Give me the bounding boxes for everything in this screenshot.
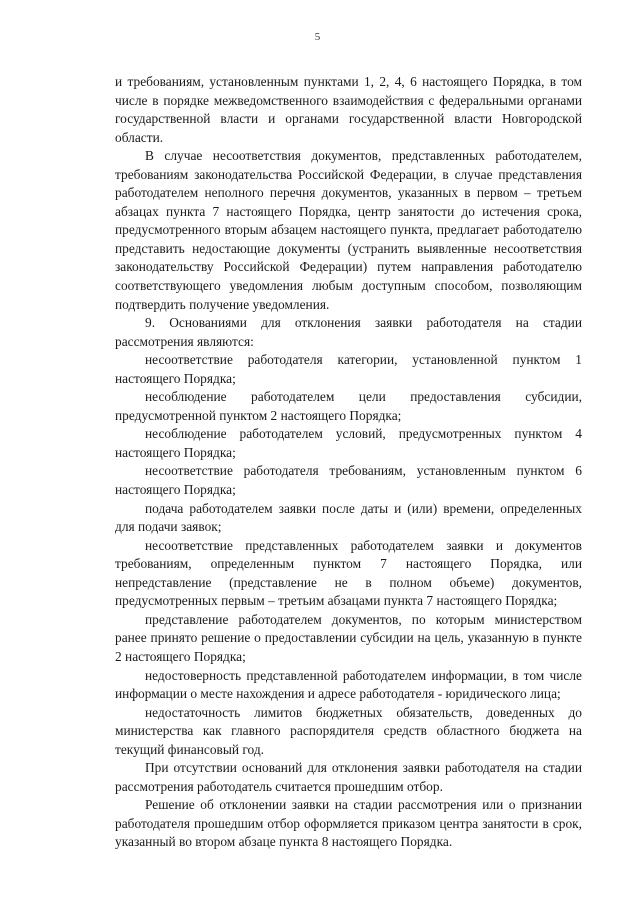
- paragraph-requirements-continuation: и требованиям, установленным пунктами 1, 2, 4, 6 настоящего Порядка, в том числе в порядке межведомственного взаимодействия с федеральными органами государственной власти и органами государственной власти Новгородской области.: [115, 74, 582, 145]
- ground-false-information: недостоверность представленной работодателем информации, в том числе информации о месте нахождения и адресе работодателя - юридического лица;: [115, 667, 582, 702]
- paragraph-document-mismatch: В случае несоответствия документов, представленных работодателем, требованиям законодательства Российской Федерации, в случае представления работодателем неполного перечня документов, указанных в первом – третьем абзацах пункта 7 настоящего Порядка, центр занятости до истечения срока, предусмотренного вторым абзацем настоящего пункта, предлагает работодателю представить недостающие документы (устранить выявленные несоответствия законодательству Российской Федерации) путем направления работодателю соответствующего уведомления любым доступным способом, позволяющим подтвердить получение уведомления.: [115, 148, 582, 312]
- ground-conditions-noncompliance: несоблюдение работодателем условий, предусмотренных пунктом 4 настоящего Порядка;: [115, 426, 582, 460]
- ground-late-submission: подача работодателем заявки после даты и (или) времени, определенных для подачи заявок;: [115, 500, 582, 535]
- page-number: 5: [314, 31, 321, 43]
- paragraph-item-9-grounds: 9. Основаниями для отклонения заявки работодателя на стадии рассмотрения являются:: [115, 315, 582, 349]
- ground-insufficient-limits: недостаточность лимитов бюджетных обязательств, доведенных до министерства как главного распорядителя средств областного бюджета на текущий финансовый год.: [115, 704, 582, 757]
- ground-goal-noncompliance: несоблюдение работодателем цели предоставления субсидии, предусмотренной пунктом 2 настоящего Порядка;: [115, 389, 582, 423]
- ground-category-mismatch: несоответствие работодателя категории, установленной пунктом 1 настоящего Порядка;: [115, 352, 582, 386]
- ground-requirements-mismatch: несоответствие работодателя требованиям, установленным пунктом 6 настоящего Порядка;: [115, 463, 582, 498]
- paragraph-passed-selection: При отсутствии оснований для отклонения заявки работодателя на стадии рассмотрения работодатель считается прошедшим отбор.: [115, 760, 582, 794]
- ground-documents-mismatch: несоответствие представленных работодателем заявки и документов требованиям, определенным пунктом 7 настоящего Порядка, или непредставление (представление не в полном объеме) документов, предусмотренных первым – третьим абзацами пункта 7 настоящего Порядка;: [115, 537, 582, 609]
- paragraph-decision-order: Решение об отклонении заявки на стадии рассмотрения или о признании работодателя прошедшим отбор оформляется приказом центра занятости в срок, указанный во втором абзаце пункта 8 настоящего Порядка.: [115, 797, 582, 850]
- document-body: [115, 73, 582, 852]
- ground-previous-decision: представление работодателем документов, по которым министерством ранее принято решение о предоставлении субсидии на цель, указанную в пункте 2 настоящего Порядка;: [115, 611, 582, 664]
